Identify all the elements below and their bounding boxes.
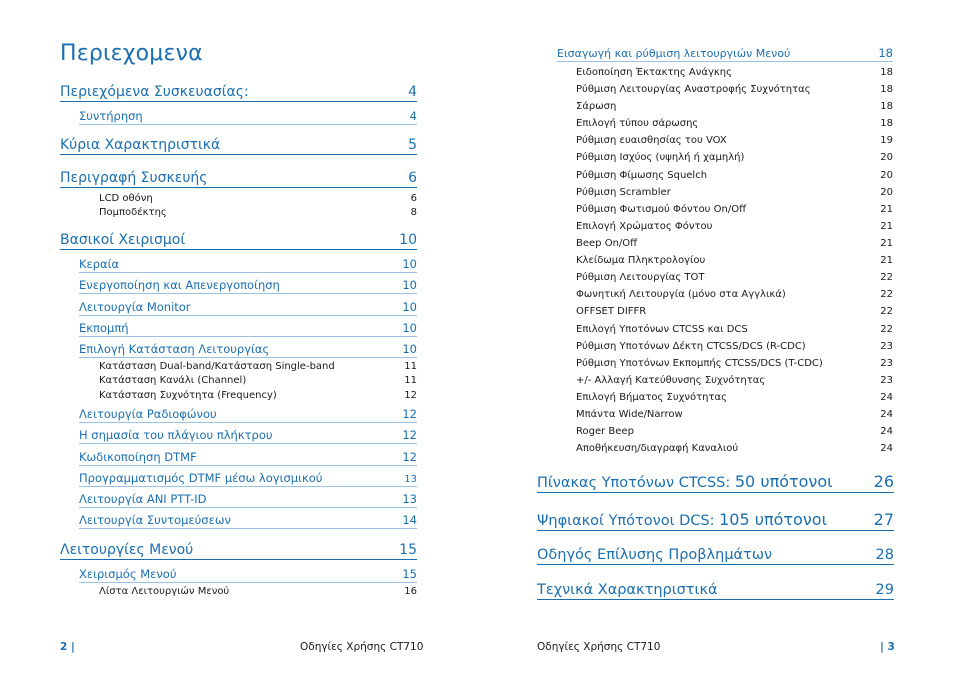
toc-entry-main-features[interactable]: Κύρια Χαρακτηριστικά 5 — [60, 137, 417, 153]
toc-entry-shortcuts[interactable]: Λειτουργία Συντομεύσεων 14 — [79, 513, 417, 527]
toc-entry-transmission[interactable]: Εκπομπή 10 — [79, 321, 417, 335]
toc-entry-power-on-off[interactable]: Ενεργοποίηση και Απενεργοποίηση 10 — [79, 278, 417, 292]
right-page — [477, 0, 954, 676]
page-number: 2 | — [60, 641, 75, 653]
toc-entry-vox-sensitivity[interactable]: Ρύθμιση ευαισθησίας του VOX 19 — [576, 135, 893, 146]
toc-entry-scan[interactable]: Σάρωση 18 — [576, 101, 893, 112]
footer-title: Οδηγίες Χρήσης CT710 — [300, 641, 424, 653]
toc-entry-frequency-step[interactable]: Επιλογή Βήματος Συχνότητας 24 — [576, 392, 893, 403]
toc-entry-tot[interactable]: Ρύθμιση Λειτουργίας TOT 22 — [576, 272, 893, 283]
toc-entry-specifications[interactable]: Τεχνικά Χαρακτηριστικά 29 — [537, 582, 894, 598]
toc-entry-reverse-frequency[interactable]: Ρύθμιση Λειτουργίας Αναστροφής Συχνότητας 18 — [576, 84, 893, 95]
toc-entry-backlight[interactable]: Ρύθμιση Φωτισμού Φόντου On/Off 21 — [576, 204, 893, 215]
toc-entry-ani-ptt-id[interactable]: Λειτουργία ANI PTT-ID 13 — [79, 492, 417, 506]
toc-entry-ctcss-table[interactable]: Πίνακας Υποτόνων CTCSS: 50 υπότονοι 26 — [537, 472, 894, 491]
toc-entry-channel-store-delete[interactable]: Αποθήκευση/διαγραφή Καναλιού 24 — [576, 443, 893, 454]
toc-entry-package-contents[interactable]: Περιεχόμενα Συσκευασίας: 4 — [60, 84, 417, 100]
toc-entry-offset-diffr[interactable]: OFFSET DIFFR 22 — [576, 306, 893, 317]
toc-entry-keypad-lock[interactable]: Κλείδωμα Πληκτρολογίου 21 — [576, 255, 893, 266]
footer-title: Οδηγίες Χρήσης CT710 — [537, 641, 661, 653]
toc-entry-troubleshooting[interactable]: Οδηγός Επίλυσης Προβλημάτων 28 — [537, 547, 894, 563]
toc-entry-maintenance[interactable]: Συντήρηση 4 — [79, 109, 417, 123]
toc-entry-backlight-color[interactable]: Επιλογή Χρώματος Φόντου 21 — [576, 221, 893, 232]
toc-entry-dcs-table[interactable]: Ψηφιακοί Υπότονοι DCS: 105 υπότονοι 27 — [537, 510, 894, 529]
toc-entry-roger-beep[interactable]: Roger Beep 24 — [576, 426, 893, 437]
toc-entry-frequency-direction[interactable]: +/- Αλλαγή Κατεύθυνσης Συχνότητας 23 — [576, 375, 893, 386]
toc-entry-dual-single-band[interactable]: Κατάσταση Dual-band/Κατάσταση Single-band 11 — [99, 361, 417, 372]
toc-entry-voice-function[interactable]: Φωνητική Λειτουργία (μόνο στα Αγγλικά) 22 — [576, 289, 893, 300]
toc-entry-monitor-function[interactable]: Λειτουργία Monitor 10 — [79, 300, 417, 314]
toc-entry-menu-functions[interactable]: Λειτουργίες Μενού 15 — [60, 542, 417, 558]
toc-entry-wide-narrow[interactable]: Μπάντα Wide/Narrow 24 — [576, 409, 893, 420]
toc-entry-channel-mode[interactable]: Κατάσταση Κανάλι (Channel) 11 — [99, 375, 417, 386]
toc-entry-antenna[interactable]: Κεραία 10 — [79, 257, 417, 271]
toc-entry-menu-handling[interactable]: Χειρισμός Μενού 15 — [79, 567, 417, 581]
toc-entry-power-setting[interactable]: Ρύθμιση Ισχύος (υψηλή ή χαμηλή) 20 — [576, 152, 893, 163]
toc-entry-rx-ctcss-dcs[interactable]: Ρύθμιση Υποτόνων Δέκτη CTCSS/DCS (R-CDC) 23 — [576, 341, 893, 352]
toc-entry-ctcss-dcs-select[interactable]: Επιλογή Υποτόνων CTCSS και DCS 22 — [576, 324, 893, 335]
toc-entry-scrambler[interactable]: Ρύθμιση Scrambler 20 — [576, 187, 893, 198]
toc-entry-transceiver[interactable]: Πομποδέκτης 8 — [99, 207, 417, 218]
toc-entry-tx-ctcss-dcs[interactable]: Ρύθμιση Υποτόνων Εκπομπής CTCSS/DCS (T-CDC) 23 — [576, 358, 893, 369]
toc-entry-menu-setup[interactable]: Εισαγωγή και ρύθμιση λειτουργιών Μενού 18 — [557, 46, 893, 60]
toc-entry-mode-selection[interactable]: Επιλογή Κατάσταση Λειτουργίας 10 — [79, 342, 417, 356]
toc-entry-dtmf-encoding[interactable]: Κωδικοποίηση DTMF 12 — [79, 450, 417, 464]
toc-entry-scan-type[interactable]: Επιλογή τύπου σάρωσης 18 — [576, 118, 893, 129]
page-number: | 3 — [880, 641, 895, 653]
toc-entry-radio-function[interactable]: Λειτουργία Ραδιοφώνου 12 — [79, 407, 417, 421]
toc-entry-basic-operations[interactable]: Βασικοί Χειρισμοί 10 — [60, 232, 417, 248]
toc-entry-side-key[interactable]: Η σημασία του πλάγιου πλήκτρου 12 — [79, 428, 417, 442]
toc-entry-menu-list[interactable]: Λίστα Λειτουργιών Μενού 16 — [99, 586, 417, 597]
toc-entry-squelch[interactable]: Ρύθμιση Φίμωσης Squelch 20 — [576, 170, 893, 181]
toc-entry-beep[interactable]: Beep On/Off 21 — [576, 238, 893, 249]
toc-entry-frequency-mode[interactable]: Κατάσταση Συχνότητα (Frequency) 12 — [99, 390, 417, 401]
toc-entry-emergency-alert[interactable]: Ειδοποίηση Έκτακτης Ανάγκης 18 — [576, 67, 893, 78]
toc-entry-device-description[interactable]: Περιγραφή Συσκευής 6 — [60, 170, 417, 186]
toc-entry-lcd-screen[interactable]: LCD οθόνη 6 — [99, 193, 417, 204]
page-title: Περιεχομενα — [60, 41, 203, 66]
toc-entry-dtmf-programming[interactable]: Προγραμματισμός DTMF μέσω λογισμικού 13 — [79, 471, 417, 485]
